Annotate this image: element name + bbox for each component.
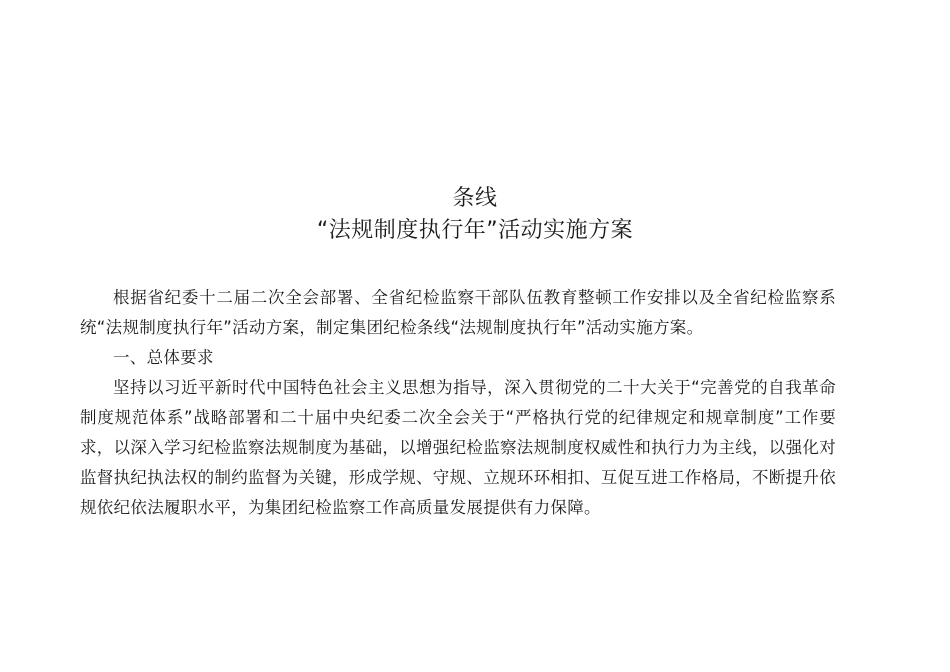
- document-body: [80, 283, 836, 523]
- intro-paragraph: 根据省纪委十二届二次全会部署、全省纪检监察干部队伍教育整顿工作安排以及全省纪检监察系统“法规制度执行年”活动方案，制定集团纪检条线“法规制度执行年”活动实施方案。: [80, 288, 836, 337]
- document-title: [0, 183, 950, 247]
- title-line-1: 条线: [452, 186, 498, 211]
- title-line-2: “法规制度执行年”活动实施方案: [316, 218, 634, 243]
- section-paragraph: 坚持以习近平新时代中国特色社会主义思想为指导，深入贯彻党的二十大关于“完善党的自我革命制度规范体系”战略部署和二十届中央纪委二次全会关于“严格执行党的纪律规定和规章制度”工作要求，以深入学习纪检监察法规制度为基础，以增强纪检监察法规制度权威性和执行力为主线，以强化对监督执纪执法权的制约监督为关键，形成学规、守规、立规环环相扣、互促互进工作格局，不断提升依规依纪依法履职水平，为集团纪检监察工作高质量发展提供有力保障。: [80, 378, 836, 517]
- section-heading: 一、总体要求: [113, 348, 214, 367]
